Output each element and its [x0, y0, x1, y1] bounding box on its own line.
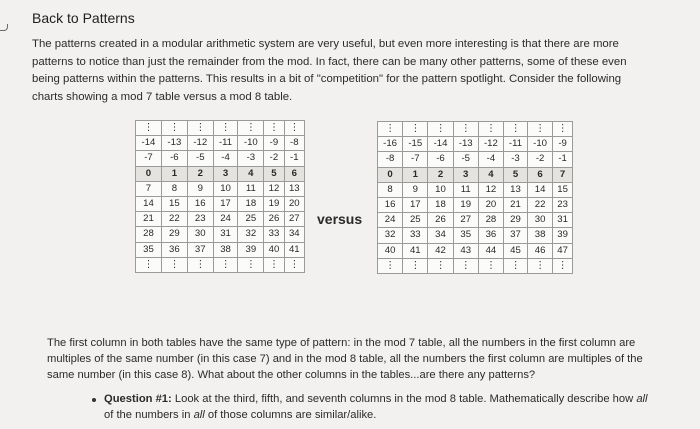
- question-emphasis-1: all: [636, 393, 648, 405]
- table-cell: -5: [453, 152, 478, 167]
- table-cell: 26: [264, 212, 284, 227]
- table-cell: 15: [161, 196, 187, 211]
- table-row: [378, 137, 573, 152]
- table-cell: 6: [528, 167, 553, 182]
- table-cell: ⋮: [428, 258, 453, 273]
- table-cell: -13: [161, 136, 187, 151]
- table-cell: 29: [504, 213, 528, 228]
- table-cell: -8: [284, 136, 304, 151]
- table-cell: 27: [284, 212, 304, 227]
- table-cell: 38: [528, 228, 553, 243]
- table-cell: -3: [504, 152, 528, 167]
- table-cell: 7: [136, 181, 162, 196]
- table-row: [136, 166, 305, 181]
- table-cell: 5: [264, 166, 284, 181]
- table-row: [136, 136, 305, 151]
- table-cell: 14: [528, 182, 553, 197]
- table-cell: 39: [553, 228, 573, 243]
- table-row: [378, 197, 573, 212]
- table-cell: ⋮: [284, 257, 304, 272]
- table-cell: 36: [161, 242, 187, 257]
- section-heading: Back to Patterns: [32, 10, 135, 26]
- table-cell: 0: [378, 167, 403, 182]
- table-row: [136, 242, 305, 257]
- table-cell: 4: [478, 167, 503, 182]
- table-cell: ⋮: [161, 257, 187, 272]
- table-cell: 23: [553, 197, 573, 212]
- table-cell: 28: [136, 227, 162, 242]
- table-row: [136, 257, 305, 272]
- table-cell: ⋮: [187, 257, 213, 272]
- table-cell: -15: [403, 137, 428, 152]
- table-cell: 1: [403, 167, 428, 182]
- table-cell: ⋮: [136, 257, 162, 272]
- question-label: Question #1:: [104, 393, 172, 405]
- table-cell: ⋮: [528, 122, 553, 137]
- table-cell: 41: [403, 243, 428, 258]
- table-cell: ⋮: [553, 122, 573, 137]
- table-cell: 41: [284, 242, 304, 257]
- table-cell: 20: [284, 196, 304, 211]
- table-row: [378, 228, 573, 243]
- table-cell: 7: [553, 167, 573, 182]
- intro-paragraph: The patterns created in a modular arithmetic system are very useful, but even more interesting is that there are more patterns to notice than just the remainder from the mod. In fact, there can be many other patterns, some of these even being patterns within the patterns. This results in a bit of "competition" for the pattern spotlight. Consider the following charts showing a mod 7 table versus a mod 8 table.: [32, 38, 627, 103]
- table-cell: -9: [264, 136, 284, 151]
- table-cell: 34: [428, 228, 453, 243]
- table-cell: ⋮: [238, 121, 264, 136]
- table-cell: 27: [453, 213, 478, 228]
- table-cell: -14: [136, 136, 162, 151]
- table-cell: 32: [238, 227, 264, 242]
- table-cell: 8: [161, 181, 187, 196]
- table-row: [378, 243, 573, 258]
- table-cell: -12: [187, 136, 213, 151]
- table-cell: 23: [187, 212, 213, 227]
- table-cell: ⋮: [264, 121, 284, 136]
- table-row: [378, 122, 573, 137]
- table-cell: 4: [238, 166, 264, 181]
- table-row: [378, 167, 573, 182]
- table-cell: 25: [238, 212, 264, 227]
- table-cell: 47: [553, 243, 573, 258]
- table-cell: 0: [136, 166, 162, 181]
- table-cell: -14: [428, 137, 453, 152]
- table-cell: 21: [136, 212, 162, 227]
- table-cell: -5: [187, 151, 213, 166]
- table-row: [136, 212, 305, 227]
- table-cell: 12: [478, 182, 503, 197]
- table-cell: -10: [238, 136, 264, 151]
- table-cell: -4: [213, 151, 238, 166]
- table-cell: -1: [284, 151, 304, 166]
- table-cell: ⋮: [478, 258, 503, 273]
- table-cell: ⋮: [453, 258, 478, 273]
- table-cell: 24: [378, 213, 403, 228]
- question-text-b: of the numbers in: [104, 409, 194, 421]
- table-cell: 20: [478, 197, 503, 212]
- table-cell: 3: [213, 166, 238, 181]
- table-cell: ⋮: [284, 121, 304, 136]
- table-cell: 42: [428, 243, 453, 258]
- table-cell: -6: [161, 151, 187, 166]
- table-cell: 6: [284, 166, 304, 181]
- table-cell: 24: [213, 212, 238, 227]
- table-cell: -12: [478, 137, 503, 152]
- table-row: [378, 152, 573, 167]
- table-cell: 22: [161, 212, 187, 227]
- table-cell: ⋮: [403, 122, 428, 137]
- table-cell: 8: [378, 182, 403, 197]
- table-cell: 30: [528, 213, 553, 228]
- table-cell: ⋮: [213, 257, 238, 272]
- table-cell: 44: [478, 243, 503, 258]
- table-cell: ⋮: [504, 122, 528, 137]
- table-cell: 1: [161, 166, 187, 181]
- table-cell: ⋮: [136, 121, 162, 136]
- table-cell: 39: [238, 242, 264, 257]
- table-cell: 40: [264, 242, 284, 257]
- table-cell: 30: [187, 227, 213, 242]
- table-row: [136, 121, 305, 136]
- table-cell: 17: [403, 197, 428, 212]
- table-cell: -6: [428, 152, 453, 167]
- table-cell: 9: [187, 181, 213, 196]
- table-cell: 5: [504, 167, 528, 182]
- table-cell: 2: [187, 166, 213, 181]
- table-cell: ⋮: [238, 257, 264, 272]
- table-cell: 17: [213, 196, 238, 211]
- table-cell: 3: [453, 167, 478, 182]
- table-cell: 34: [284, 227, 304, 242]
- table-cell: -2: [528, 152, 553, 167]
- table-cell: 29: [161, 227, 187, 242]
- table-cell: 14: [136, 196, 162, 211]
- table-cell: 16: [378, 197, 403, 212]
- table-cell: 31: [213, 227, 238, 242]
- table-cell: ⋮: [213, 121, 238, 136]
- table-cell: -11: [504, 137, 528, 152]
- table-row: [136, 196, 305, 211]
- table-row: [378, 182, 573, 197]
- table-cell: 10: [428, 182, 453, 197]
- table-cell: 16: [187, 196, 213, 211]
- table-cell: 45: [504, 243, 528, 258]
- question-text-c: of those columns are similar/alike.: [204, 409, 377, 421]
- table-cell: -3: [238, 151, 264, 166]
- table-cell: 33: [403, 228, 428, 243]
- table-cell: -8: [378, 152, 403, 167]
- question-emphasis-2: all: [193, 409, 205, 421]
- table-cell: -11: [213, 136, 238, 151]
- bullet-icon: [92, 398, 96, 402]
- table-cell: ⋮: [453, 122, 478, 137]
- table-cell: 36: [478, 228, 503, 243]
- table-cell: 33: [264, 227, 284, 242]
- mod8-table: [377, 121, 573, 274]
- table-cell: ⋮: [378, 258, 403, 273]
- table-cell: 37: [187, 242, 213, 257]
- table-cell: ⋮: [428, 122, 453, 137]
- table-cell: -13: [453, 137, 478, 152]
- table-cell: 18: [428, 197, 453, 212]
- versus-label: versus: [317, 211, 363, 227]
- table-cell: 26: [428, 213, 453, 228]
- table-cell: ⋮: [553, 258, 573, 273]
- table-cell: 37: [504, 228, 528, 243]
- table-cell: 22: [528, 197, 553, 212]
- table-row: [136, 181, 305, 196]
- table-row: [378, 213, 573, 228]
- table-cell: 32: [378, 228, 403, 243]
- table-row: [136, 151, 305, 166]
- edge-arrow-icon: [0, 24, 8, 31]
- table-cell: 11: [238, 181, 264, 196]
- table-cell: -9: [553, 137, 573, 152]
- table-cell: 25: [403, 213, 428, 228]
- table-cell: -2: [264, 151, 284, 166]
- table-row: [136, 227, 305, 242]
- table-cell: 21: [504, 197, 528, 212]
- table-cell: 31: [553, 213, 573, 228]
- table-cell: 46: [528, 243, 553, 258]
- table-cell: ⋮: [528, 258, 553, 273]
- table-cell: -7: [403, 152, 428, 167]
- table-cell: 35: [136, 242, 162, 257]
- table-cell: ⋮: [478, 122, 503, 137]
- table-cell: -16: [378, 137, 403, 152]
- table-cell: 2: [428, 167, 453, 182]
- table-cell: ⋮: [504, 258, 528, 273]
- table-cell: 40: [378, 243, 403, 258]
- table-cell: 13: [504, 182, 528, 197]
- table-cell: ⋮: [264, 257, 284, 272]
- table-cell: 9: [403, 182, 428, 197]
- table-cell: -10: [528, 137, 553, 152]
- mod7-table: [135, 120, 305, 273]
- table-cell: -7: [136, 151, 162, 166]
- table-cell: 11: [453, 182, 478, 197]
- table-cell: 19: [453, 197, 478, 212]
- table-cell: 15: [553, 182, 573, 197]
- table-cell: 10: [213, 181, 238, 196]
- table-cell: 35: [453, 228, 478, 243]
- table-cell: 43: [453, 243, 478, 258]
- table-cell: -4: [478, 152, 503, 167]
- table-cell: ⋮: [187, 121, 213, 136]
- question-1: [104, 391, 654, 423]
- table-cell: 38: [213, 242, 238, 257]
- table-cell: ⋮: [403, 258, 428, 273]
- table-cell: 19: [264, 196, 284, 211]
- table-row: [378, 258, 573, 273]
- table-cell: 12: [264, 181, 284, 196]
- question-text-a: Look at the third, fifth, and seventh columns in the mod 8 table. Mathematically describe how: [171, 393, 637, 405]
- table-cell: 18: [238, 196, 264, 211]
- table-cell: ⋮: [161, 121, 187, 136]
- table-cell: ⋮: [378, 122, 403, 137]
- table-cell: -1: [553, 152, 573, 167]
- table-cell: 13: [284, 181, 304, 196]
- explanation-paragraph: The first column in both tables have the same type of pattern: in the mod 7 table, all the numbers in the first column are multiples of the same number (in this case 7) and in the mod 8 table, all the numbers the first column are multiples of the same number (in this case 8). What about the other columns in the tables...are there any patterns?: [47, 337, 643, 381]
- table-cell: 28: [478, 213, 503, 228]
